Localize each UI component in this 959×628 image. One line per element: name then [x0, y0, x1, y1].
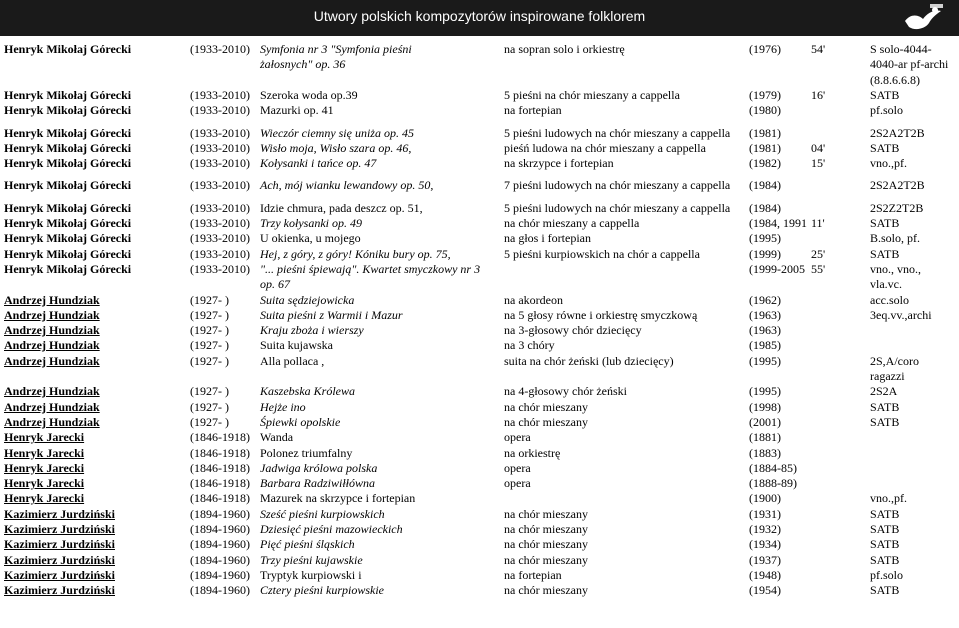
composer-cell: Kazimierz Jurdziński — [4, 522, 115, 536]
composer-cell: Henryk Mikołaj Górecki — [4, 178, 132, 193]
title-cell-line2: żałosnych" op. 36 — [260, 57, 346, 72]
ensemble-cell: SATB — [870, 399, 900, 414]
composer-cell: Andrzej Hundziak — [4, 323, 100, 338]
years-cell: (1894-1960) — [190, 537, 250, 552]
years-cell: (1933-2010) — [190, 125, 250, 140]
table-row — [4, 88, 956, 103]
table-row — [4, 141, 956, 156]
date-cell: (1884-85) — [749, 460, 797, 475]
scoring-cell: na orkiestrę — [504, 445, 561, 460]
table-row — [4, 507, 956, 522]
ensemble-cell: SATB — [870, 414, 900, 429]
table-row — [4, 293, 956, 308]
scoring-cell: suita na chór żeński (lub dziecięcy) — [504, 353, 674, 368]
scoring-cell: na skrzypce i fortepian — [504, 156, 614, 171]
years-cell: (1927- ) — [190, 414, 229, 429]
table-row — [4, 201, 956, 216]
composer-cell: Henryk Mikołaj Górecki — [4, 246, 132, 261]
table-row — [4, 126, 956, 141]
composer-cell: Andrzej Hundziak — [4, 399, 100, 414]
ensemble-cell: 2S2A2T2B — [870, 125, 925, 140]
scoring-cell: opera — [504, 460, 531, 475]
years-cell: (1894-1960) — [190, 552, 250, 567]
years-cell: (1933-2010) — [190, 246, 250, 261]
title-cell: Mazurki op. 41 — [260, 103, 334, 118]
composer-cell: Kazimierz Jurdziński — [4, 552, 115, 567]
scoring-cell: pieśń ludowa na chór mieszany a cappella — [504, 140, 706, 155]
table-row — [4, 338, 956, 353]
duration-cell: 04' — [811, 140, 826, 155]
date-cell: (1883) — [749, 445, 781, 460]
title-cell: Kołysanki i tańce op. 47 — [260, 156, 377, 171]
ensemble-cell: acc.solo — [870, 292, 909, 307]
years-cell: (1894-1960) — [190, 583, 250, 598]
ensemble-cell: S solo-4044- — [870, 42, 932, 56]
years-cell: (1894-1960) — [190, 567, 250, 582]
composer-cell: Andrzej Hundziak — [4, 307, 100, 322]
composer-cell: Andrzej Hundziak — [4, 384, 100, 399]
title-cell: Kaszebska Królewa — [260, 384, 356, 399]
composer-cell: Henryk Mikołaj Górecki — [4, 87, 132, 102]
date-cell: (1982) — [749, 156, 781, 171]
ensemble-cell: SATB — [870, 246, 900, 261]
scoring-cell: na 3 chóry — [504, 338, 555, 353]
scoring-cell: na chór mieszany — [504, 552, 588, 567]
table-row — [4, 583, 956, 598]
years-cell: (1927- ) — [190, 399, 229, 414]
ensemble-cell-line2: 4040-ar pf-archi — [870, 57, 949, 72]
table-row — [4, 400, 956, 415]
title-cell: Suita pieśni z Warmii i Mazur — [260, 307, 403, 322]
years-cell: (1933-2010) — [190, 231, 250, 246]
scoring-cell: 7 pieśni ludowych na chór mieszany a cappella — [504, 178, 731, 193]
years-cell: (1933-2010) — [190, 103, 250, 118]
title-cell: Trzy pieśni kujawskie — [260, 552, 363, 567]
duration-cell: 54' — [811, 42, 826, 56]
composer-cell: Henryk Mikołaj Górecki — [4, 261, 132, 276]
years-cell: (1933-2010) — [190, 140, 250, 155]
date-cell: (1948) — [749, 567, 781, 582]
table-row — [4, 103, 956, 118]
scoring-cell: opera — [504, 430, 531, 445]
scoring-cell: na fortepian — [504, 567, 562, 582]
table-row — [4, 446, 956, 461]
scoring-cell: na chór mieszany — [504, 506, 588, 521]
title-cell: Mazurek na skrzypce i fortepian — [260, 491, 416, 506]
composer-cell: Henryk Jarecki — [4, 445, 85, 460]
composer-cell: Henryk Jarecki — [4, 491, 85, 506]
ensemble-cell: SATB — [870, 216, 900, 230]
title-cell: Śpiewki opolskie — [260, 414, 341, 429]
ensemble-cell-line2: ragazzi — [870, 368, 905, 383]
table-row — [4, 430, 956, 445]
ensemble-cell: vno., vno., — [870, 261, 921, 276]
date-cell: (1984) — [749, 200, 781, 215]
years-cell: (1927- ) — [190, 292, 229, 307]
table-row — [4, 231, 956, 246]
composer-cell: Henryk Jarecki — [4, 430, 85, 445]
title-cell: Barbara Radziwiłłówna — [260, 476, 376, 491]
ensemble-cell: vno.,pf. — [870, 491, 907, 506]
ensemble-cell: SATB — [870, 522, 900, 536]
composer-cell: Henryk Jarecki — [4, 460, 85, 475]
ensemble-cell: 2S,A/coro — [870, 353, 919, 368]
date-cell: (1998) — [749, 399, 781, 414]
duration-cell: 15' — [811, 156, 826, 171]
composer-cell: Henryk Mikołaj Górecki — [4, 231, 132, 246]
date-cell: (1999) — [749, 246, 781, 261]
date-cell: (1995) — [749, 384, 781, 399]
title-cell: Idzie chmura, pada deszcz op. 51, — [260, 200, 423, 215]
years-cell: (1933-2010) — [190, 200, 250, 215]
table-row — [4, 247, 956, 262]
date-cell: (1888-89) — [749, 476, 797, 491]
scoring-cell: 5 pieśni kurpiowskich na chór a cappella — [504, 246, 700, 261]
years-cell: (1894-1960) — [190, 506, 250, 521]
date-cell: (1954) — [749, 583, 781, 598]
date-cell: (2001) — [749, 414, 781, 429]
composer-cell: Kazimierz Jurdziński — [4, 506, 115, 521]
years-cell: (1846-1918) — [190, 460, 250, 475]
composer-cell: Andrzej Hundziak — [4, 292, 100, 307]
years-cell: (1933-2010) — [190, 42, 250, 56]
ensemble-cell: SATB — [870, 87, 900, 102]
ensemble-cell: pf.solo — [870, 567, 903, 582]
table-row — [4, 308, 956, 323]
ensemble-cell: SATB — [870, 552, 900, 567]
title-cell: Hej, z góry, z góry! Kóniku bury op. 75, — [260, 246, 451, 261]
bird-logo-icon — [901, 3, 945, 35]
table-row — [4, 216, 956, 231]
title-cell: Trzy kołysanki op. 49 — [260, 216, 362, 230]
date-cell: (1937) — [749, 552, 781, 567]
date-cell: (1881) — [749, 430, 781, 445]
years-cell: (1927- ) — [190, 323, 229, 338]
date-cell: (1984) — [749, 178, 781, 193]
composer-cell: Kazimierz Jurdziński — [4, 583, 115, 598]
years-cell: (1846-1918) — [190, 445, 250, 460]
years-cell: (1846-1918) — [190, 476, 250, 491]
years-cell: (1933-2010) — [190, 261, 250, 276]
title-cell: Suita kujawska — [260, 338, 333, 353]
title-cell: Wanda — [260, 430, 294, 445]
date-cell: (1900) — [749, 491, 781, 506]
table-row — [4, 522, 956, 537]
composer-cell: Andrzej Hundziak — [4, 353, 100, 368]
table-row — [4, 568, 956, 583]
title-cell: Cztery pieśni kurpiowskie — [260, 583, 384, 598]
table-row — [4, 354, 956, 385]
date-cell: (1985) — [749, 338, 781, 353]
date-cell: (1980) — [749, 103, 781, 118]
page-header — [0, 0, 959, 36]
duration-cell: 55' — [811, 261, 826, 276]
date-cell: (1963) — [749, 323, 781, 338]
table-row — [4, 553, 956, 568]
date-cell: (1981) — [749, 125, 781, 140]
scoring-cell: na fortepian — [504, 103, 562, 118]
title-cell: Hejże ino — [260, 399, 306, 414]
ensemble-cell: vno.,pf. — [870, 156, 907, 171]
date-cell: (1995) — [749, 353, 781, 368]
date-cell: (1976) — [749, 42, 781, 56]
years-cell: (1927- ) — [190, 353, 229, 368]
table-row — [4, 491, 956, 506]
table-row — [4, 537, 956, 552]
composer-cell: Kazimierz Jurdziński — [4, 567, 115, 582]
title-cell-line2: op. 67 — [260, 277, 290, 292]
scoring-cell: na chór mieszany — [504, 537, 588, 552]
composer-cell: Henryk Mikołaj Górecki — [4, 125, 132, 140]
years-cell: (1846-1918) — [190, 430, 250, 445]
date-cell: (1995) — [749, 231, 781, 246]
title-cell: Suita sędziejowicka — [260, 292, 355, 307]
scoring-cell: na sopran solo i orkiestrę — [504, 42, 625, 56]
scoring-cell: na 5 głosy równe i orkiestrę smyczkową — [504, 307, 698, 322]
table-row — [4, 476, 956, 491]
date-cell: (1931) — [749, 506, 781, 521]
date-cell: (1934) — [749, 537, 781, 552]
ensemble-cell: 2S2A — [870, 384, 898, 399]
scoring-cell: na 4-głosowy chór żeński — [504, 384, 627, 399]
scoring-cell: na chór mieszany a cappella — [504, 216, 640, 230]
page-title: Utwory polskich kompozytorów inspirowane folklorem — [313, 8, 646, 24]
ensemble-cell: pf.solo — [870, 103, 903, 118]
years-cell: (1927- ) — [190, 384, 229, 399]
scoring-cell: na 3-głosowy chór dziecięcy — [504, 323, 642, 338]
table-row — [4, 178, 956, 193]
ensemble-cell: SATB — [870, 506, 900, 521]
duration-cell: 25' — [811, 246, 826, 261]
title-cell: Jadwiga królowa polska — [260, 460, 378, 475]
scoring-cell: na chór mieszany — [504, 522, 588, 536]
composer-cell: Henryk Mikołaj Górecki — [4, 103, 132, 118]
date-cell: (1999-2005 — [749, 261, 805, 276]
title-cell: Wieczór ciemny się uniża op. 45 — [260, 125, 414, 140]
scoring-cell: na chór mieszany — [504, 583, 588, 598]
ensemble-cell: SATB — [870, 140, 900, 155]
date-cell: (1962) — [749, 292, 781, 307]
table-row — [4, 461, 956, 476]
years-cell: (1933-2010) — [190, 156, 250, 171]
scoring-cell: 5 pieśni ludowych na chór mieszany a cappella — [504, 125, 731, 140]
years-cell: (1846-1918) — [190, 491, 250, 506]
composer-cell: Henryk Mikołaj Górecki — [4, 216, 132, 230]
scoring-cell: opera — [504, 476, 531, 491]
composer-cell: Henryk Mikołaj Górecki — [4, 200, 132, 215]
duration-cell: 16' — [811, 87, 826, 102]
table-row — [4, 42, 956, 88]
scoring-cell: 5 pieśni ludowych na chór mieszany a cappella — [504, 200, 731, 215]
years-cell: (1927- ) — [190, 307, 229, 322]
title-cell: Wisło moja, Wisło szara op. 46, — [260, 140, 412, 155]
duration-cell: 11' — [811, 216, 825, 230]
title-cell: Dziesięć pieśni mazowieckich — [260, 522, 403, 536]
title-cell: Ach, mój wianku lewandowy op. 50, — [260, 178, 434, 193]
composer-cell: Henryk Mikołaj Górecki — [4, 156, 132, 171]
ensemble-cell: 2S2A2T2B — [870, 178, 925, 193]
ensemble-cell: 3eq.vv.,archi — [870, 307, 932, 322]
composer-cell: Kazimierz Jurdziński — [4, 537, 115, 552]
years-cell: (1933-2010) — [190, 178, 250, 193]
ensemble-cell: 2S2Z2T2B — [870, 200, 924, 215]
years-cell: (1927- ) — [190, 338, 229, 353]
composer-cell: Andrzej Hundziak — [4, 414, 100, 429]
scoring-cell: na chór mieszany — [504, 414, 588, 429]
table-row — [4, 415, 956, 430]
title-cell: U okienka, u mojego — [260, 231, 361, 246]
composer-cell: Henryk Mikołaj Górecki — [4, 42, 132, 56]
ensemble-cell-line2: vla.vc. — [870, 277, 902, 292]
date-cell: (1984, 1991 — [749, 216, 807, 230]
table-row — [4, 384, 956, 399]
date-cell: (1981) — [749, 140, 781, 155]
years-cell: (1933-2010) — [190, 216, 250, 230]
title-cell: Szeroka woda op.39 — [260, 87, 358, 102]
scoring-cell: na akordeon — [504, 292, 563, 307]
title-cell: Symfonia nr 3 "Symfonia pieśni — [260, 42, 412, 56]
ensemble-cell: B.solo, pf. — [870, 231, 921, 246]
table-row — [4, 262, 956, 293]
scoring-cell: na chór mieszany — [504, 399, 588, 414]
title-cell: Tryptyk kurpiowski i — [260, 567, 362, 582]
composer-cell: Andrzej Hundziak — [4, 338, 100, 353]
date-cell: (1932) — [749, 522, 781, 536]
date-cell: (1979) — [749, 87, 781, 102]
title-cell: Alla pollaca , — [260, 353, 325, 368]
table-row — [4, 323, 956, 338]
scoring-cell: 5 pieśni na chór mieszany a cappella — [504, 87, 680, 102]
table-row — [4, 156, 956, 171]
years-cell: (1894-1960) — [190, 522, 250, 536]
title-cell: "... pieśni śpiewają". Kwartet smyczkowy nr 3 — [260, 261, 481, 276]
ensemble-cell: SATB — [870, 537, 900, 552]
ensemble-cell: SATB — [870, 583, 900, 598]
years-cell: (1933-2010) — [190, 87, 250, 102]
title-cell: Kraju zboża i wierszy — [260, 323, 364, 338]
title-cell: Polonez triumfalny — [260, 445, 353, 460]
composer-cell: Henryk Jarecki — [4, 476, 85, 491]
ensemble-cell-line3: (8.8.6.6.8) — [870, 72, 920, 87]
composer-cell: Henryk Mikołaj Górecki — [4, 140, 132, 155]
scoring-cell: na głos i fortepian — [504, 231, 591, 246]
date-cell: (1963) — [749, 307, 781, 322]
title-cell: Sześć pieśni kurpiowskich — [260, 506, 385, 521]
title-cell: Pięć pieśni śląskich — [260, 537, 355, 552]
